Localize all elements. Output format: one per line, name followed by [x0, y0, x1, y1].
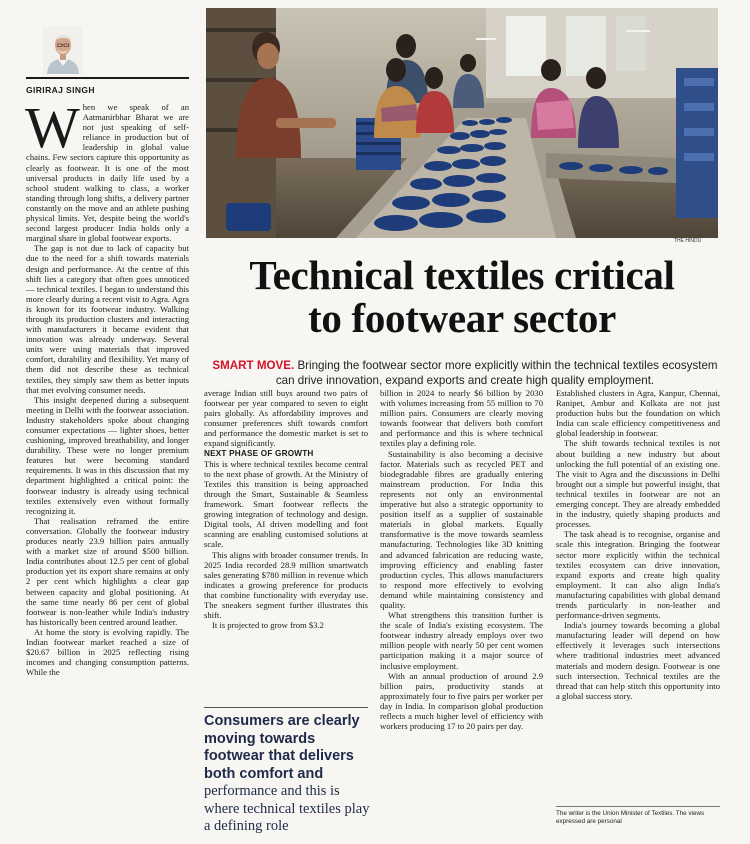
- left-column-text: [25, 95, 190, 678]
- author-name: GIRIRAJ SINGH: [26, 85, 95, 95]
- paragraph: India's journey towards becoming a global manufacturing leader will depend on how effectively it leverages such intersections where traditional industries meet advanced materials and modern design. Footwear is one such intersection. Technical textiles are the thread that can help stitch this opportunity into a global success story.: [556, 620, 720, 701]
- column-3: [380, 388, 543, 731]
- pullquote-light: performance and this is where technical textiles play a defining role: [204, 783, 370, 834]
- headline-line-1: Technical textiles critical: [249, 252, 675, 298]
- paragraph: This is where technical textiles become central to the next phase of growth. At the Ministry of Textiles this transition is being approached through the Smart, Sustainable & Seamless framework. Smart footwear reflects the growing integration of technology and design. Digital tools, AI driven modelling and foot scanning are enabling customised solutions at scale.: [204, 458, 368, 550]
- paragraph: The task ahead is to recognise, organise and scale this integration. Bringing the footwear sector more explicitly within the technical textiles ecosystem can drive innovation, expand exports and create high quality employment. It can also align India's manufacturing capabilities with global demand trends particularly in non-leather and performance-driven segments.: [556, 529, 720, 621]
- paragraph: With an annual production of around 2.9 billion pairs, productivity stands at approximately four to five pairs per worker per day in India. In comparison global production reflects a much higher level of efficiency with workers producing 17 to 20 pairs per day.: [380, 670, 543, 732]
- paragraph: That realisation reframed the entire conversation. Globally the footwear industry produces nearly 23.9 billion pairs annually with a market size of around $500 billion. India contributes about 12.5 per cent of global production yet its export share remains at only 2 per cent which highlights a clear gap between capacity and global positioning. At the same time nearly 86 per cent of global footwear is non-leather while India's industry has historically been centred around leather.: [26, 515, 189, 627]
- author-divider: [26, 77, 189, 79]
- subhead: NEXT PHASE OF GROWTH: [204, 448, 314, 458]
- headline: [200, 254, 724, 340]
- author-portrait-icon: [43, 26, 83, 74]
- standfirst-text: Bringing the footwear sector more explicitly within the technical textiles ecosystem can drive innovation, expand exports and create high quality employment.: [275, 359, 718, 387]
- paragraph: billion in 2024 to nearly $6 billion by 2030 with volumes increasing from 55 million to 70 million pairs. Consumers are clearly moving towards footwear that delivers both comfort and performance and this is where technical textiles play a defining role.: [380, 388, 543, 449]
- column-2: [204, 388, 368, 630]
- pullquote: [204, 713, 370, 836]
- pullquote-divider: [204, 707, 368, 708]
- left-column: [26, 22, 189, 832]
- paragraph: The gap is not due to lack of capacity but due to the need for a shift towards materials design and performance. At the centre of this shift lies a category that often goes unnoticed — technical textiles. I began to understand this more clearly during a recent visit to Agra. Agra is known for its footwear industry. Walking through its production clusters and interacting with manufacturers it became evident that innovation was already underway. Several units were using materials that improved comfort, durability and flexibility. Yet many of them did not describe these as technical textiles, they simply saw them as better inputs that met evolving consumer needs.: [26, 243, 189, 395]
- paragraph-text: hen we speak of an Aatmanirbhar Bharat we are not just speaking of self-reliance in production but of leadership in global value chains. Few sectors capture this opportunity as clearly as footwear. It is one of the most universal products in daily life used by a school student walking to class, a worker standing through long shifts, a delivery partner constantly on the move and an athlete pushing physical limits. Yet, despite being the world's second largest producer India holds only a marginal share in global footwear exports.: [26, 102, 189, 244]
- paragraph: What strengthens this transition further is the scale of India's existing ecosystem. The footwear industry already employs over two million people with nearly 50 per cent women participation making it a major source of inclusive employment.: [380, 610, 543, 671]
- paragraph: This aligns with broader consumer trends. In 2025 India recorded 28.9 million smartwatch sales generating $780 million in revenue which indicates a growing preference for products that combine functionality with everyday use. The sneakers segment further illustrates this shift.: [204, 549, 368, 621]
- column-4: [556, 388, 720, 701]
- paragraph: This insight deepened during a subsequent meeting in Delhi with the footwear association. Industry stakeholders spoke about changing consumer expectations — lighter shoes, better cushioning, improved breathability, and longer durability. These were no longer premium features but were becoming standard requirements. It was in this discussion that my department highlighted a critical point: the footwear industry is already using technical textiles extensively even without formally recognizing it.: [26, 394, 190, 516]
- pullquote-strong: Consumers are clearly moving towards footwear that delivers both comfort and: [204, 713, 360, 782]
- headline-line-2: to footwear sector: [307, 295, 617, 341]
- footnote-divider: [556, 806, 720, 807]
- dropcap: W: [25, 95, 80, 160]
- paragraph: It is projected to grow from $3.2: [212, 620, 324, 631]
- footnote: The writer is the Union Minister of Textiles. The views expressed are personal: [556, 810, 705, 825]
- kicker: SMART MOVE.: [212, 359, 295, 372]
- standfirst: [205, 358, 725, 388]
- paragraph: [25, 95, 189, 244]
- paragraph: average Indian still buys around two pairs of footwear per year compared to seven to eight pairs globally. As affordability improves and consumer preferences shift towards comfort and performance the domestic market is set to expand significantly.: [204, 388, 368, 449]
- paragraph: The shift towards technical textiles is not about building a new industry but about unlocking the full potential of an existing one. The visit to Agra and the discussions in Delhi brought out a simple but powerful insight, that technical textiles in footwear are not an emerging concept. They are already embedded in the industry, quietly shaping products and processes.: [556, 438, 720, 530]
- paragraph: Established clusters in Agra, Kanpur, Chennai, Ranipet, Ambur and Kolkata are not just production hubs but the foundation on which India can scale efficiency competitiveness and global leadership in footwear.: [556, 388, 720, 439]
- paragraph: Sustainability is also becoming a decisive factor. Materials such as recycled PET and biodegradable fibres are gradually entering mainstream production. For India this represents not only an environmental imperative but also a strategic opportunity to position itself as a supplier of sustainable materials in global markets. Equally transformative is the move towards seamless manufacturing. Technologies like 3D knitting and advanced fabrication are reducing waste, improving efficiency and enabling faster production cycles. This allows manufacturers to respond more effectively to evolving demand while maintaining consistency and quality.: [380, 448, 543, 610]
- photo-credit: THE HINDU: [674, 238, 702, 244]
- paragraph: At home the story is evolving rapidly. The Indian footwear market reached a size of $20.67 billion in 2025 reflecting rising incomes and changing consumption patterns. While the: [26, 626, 189, 678]
- factory-workers-photo: [206, 8, 718, 238]
